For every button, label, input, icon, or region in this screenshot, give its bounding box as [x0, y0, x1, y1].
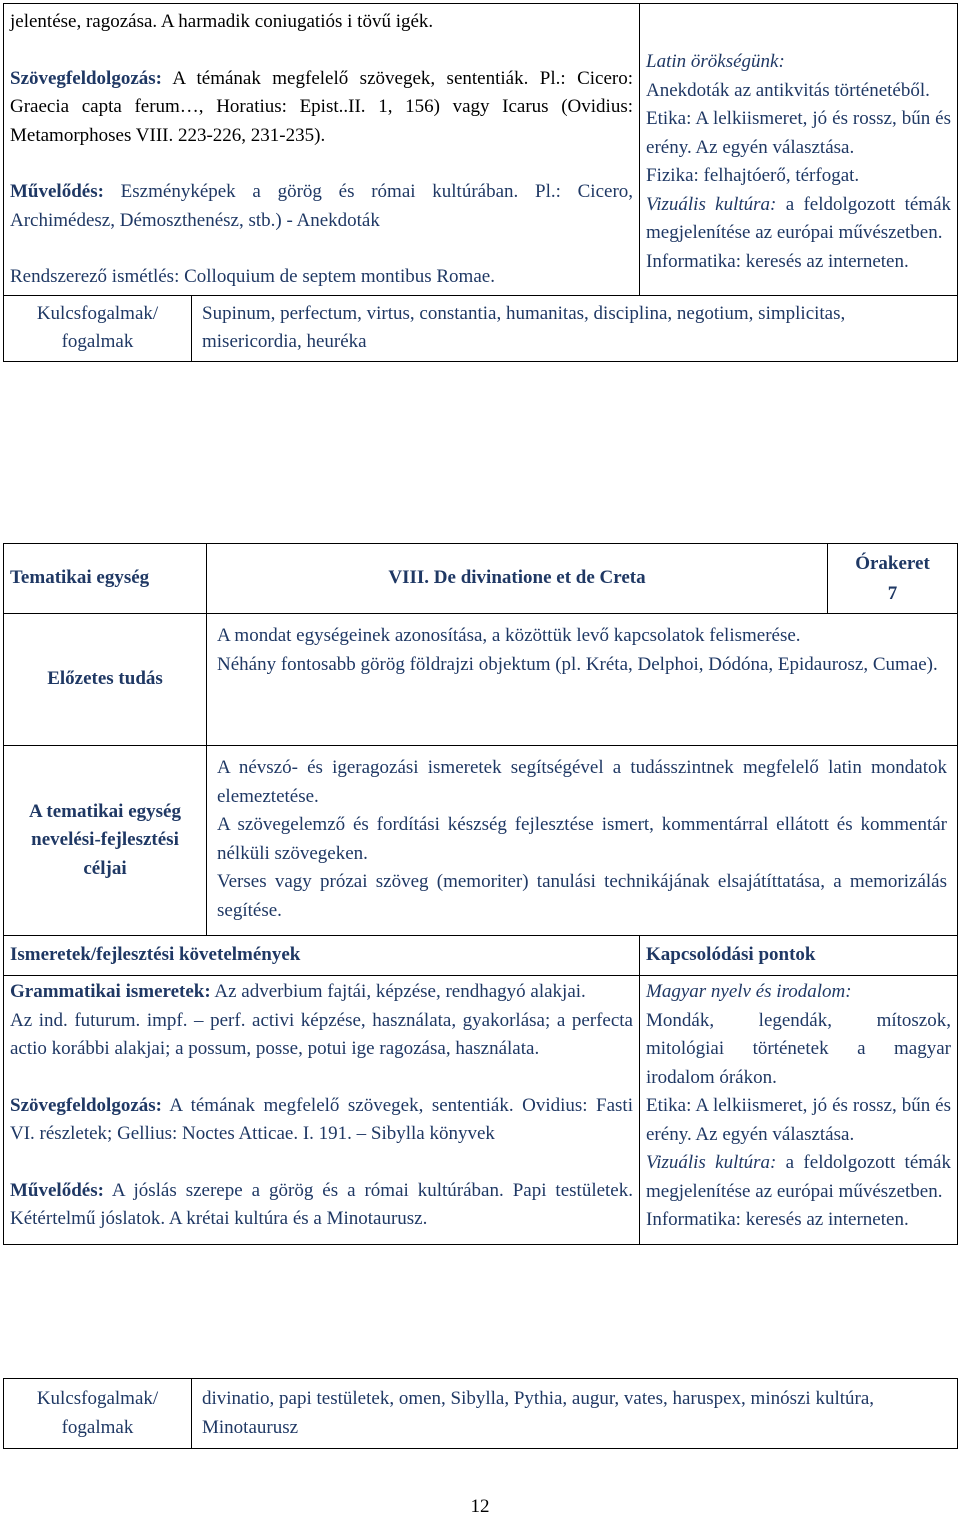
- ismeretek-header: Ismeretek/fejlesztési követelmények: [4, 936, 640, 976]
- top-kulcs-text: Supinum, perfectum, virtus, constantia, humanitas, disciplina, negotium, simplicitas, misericordia, heuréka: [192, 295, 958, 361]
- top-content-cell: [4, 4, 640, 296]
- top-table: [3, 3, 958, 362]
- top-muvel-paragraph: Művelődés: Eszményképek a görög és római kultúrában. Pl.: Cicero, Archimédesz, Démoszthenész, stb.) - Anekdoták: [10, 181, 634, 231]
- orakeret-cell: Órakeret 7: [828, 544, 958, 614]
- bottom-kulcs-label: Kulcsfogalmak/ fogalmak: [4, 1379, 192, 1449]
- bottom-kulcs-table: [3, 1378, 958, 1449]
- gram-paragraph: Grammatikai ismeretek: Az adverbium fajtái, képzése, rendhagyó alakjai.: [10, 981, 586, 1002]
- celok-label: A tematikai egység nevelési-fejlesztési céljai: [4, 746, 207, 936]
- tematikai-label: Tematikai egység: [4, 544, 207, 614]
- unit-table: [3, 543, 958, 1245]
- ismeretek-content: Grammatikai ismeretek: Az adverbium fajtái, képzése, rendhagyó alakjai. Az ind. futurum. impf. – perf. activi képzése, használata, gyakorlása; a perfecta actio korábbi alakjai; a possum, posse, potui ige ragozása, használata. Szövegfeldolgozás: A témának megfelelő szövegek, sententiák. Ovidius: Fasti VI. részletek; Gellius: Noctes Atticae. I. 191. – Sibylla könyvek Művelődés: A jóslás szerepe a görög és a római kultúrában. Papi testületek. Kétértelmű jóslatok. A krétai kultúra és a Minotaurusz.: [4, 976, 640, 1245]
- page-number: 12: [470, 1496, 490, 1517]
- celok-content: A névszó- és igeragozási ismeretek segítségével a tudásszintnek megfelelő latin mondatok elemeztetése. A szövegelemző és fordítási készség fejlesztése ismert, kommentárral ellátott és kommentár nélküli szövegeken. Verses vagy prózai szöveg (memoriter) tanulási technikájának elsajátíttatása, a memorizálás segítése.: [207, 746, 958, 936]
- top-first-line: jelentése, ragozása. A harmadik coniugatiós i tövű igék.: [10, 11, 434, 32]
- top-szoveg-paragraph: Szövegfeldolgozás: A témának megfelelő szövegek, sententiák. Pl.: Cicero: Graecia capta ferum…, Horatius: Epist..II. 1, 156) vagy Icarus (Ovidius: Metamorphoses VIII. 223-226, 231-235).: [10, 67, 634, 146]
- unit-title: VIII. De divinatione et de Creta: [207, 544, 828, 614]
- kapcs-header: Kapcsolódási pontok: [640, 936, 958, 976]
- kapcs-content: Magyar nyelv és irodalom: Mondák, legendák, mítoszok, mitológiai történetek a magyar irodalom órákon. Etika: A lelkiismeret, jó és rossz, bűn és erény. Az egyén választása. Vizuális kultúra: a feldolgozott témák megjelenítése az európai művészetben. Informatika: keresés az interneten.: [640, 976, 958, 1245]
- elozetes-label: Előzetes tudás: [4, 614, 207, 746]
- unit-szoveg-paragraph: Szövegfeldolgozás: A témának megfelelő szövegek, sententiák. Ovidius: Fasti VI. részletek; Gellius: Noctes Atticae. I. 191. – Sibylla könyvek: [10, 1094, 633, 1144]
- top-kulcs-label: Kulcsfogalmak/ fogalmak: [4, 295, 192, 361]
- elozetes-content: A mondat egységeinek azonosítása, a közöttük levő kapcsolatok felismerése. Néhány fontosabb görög földrajzi objektum (pl. Kréta, Delphoi, Dódóna, Epidaurosz, Cumae).: [207, 614, 958, 746]
- top-rendszer-paragraph: Rendszerező ismétlés: Colloquium de septem montibus Romae.: [10, 266, 495, 287]
- top-connections-cell: Latin örökségünk: Anekdoták az antikvitás történetéből. Etika: A lelkiismeret, jó és rossz, bűn és erény. Az egyén választása. Fizika: felhajtóerő, térfogat. Vizuális kultúra: a feldolgozott témák megjelenítése az európai művészetben. Informatika: keresés az interneten.: [640, 4, 958, 296]
- bottom-kulcs-text: divinatio, papi testületek, omen, Sibylla, Pythia, augur, vates, haruspex, minószi kultúra, Minotaurusz: [192, 1379, 958, 1449]
- unit-muvel-paragraph: Művelődés: A jóslás szerepe a görög és a római kultúrában. Papi testületek. Kétértelmű jóslatok. A krétai kultúra és a Minotaurusz.: [10, 1179, 633, 1229]
